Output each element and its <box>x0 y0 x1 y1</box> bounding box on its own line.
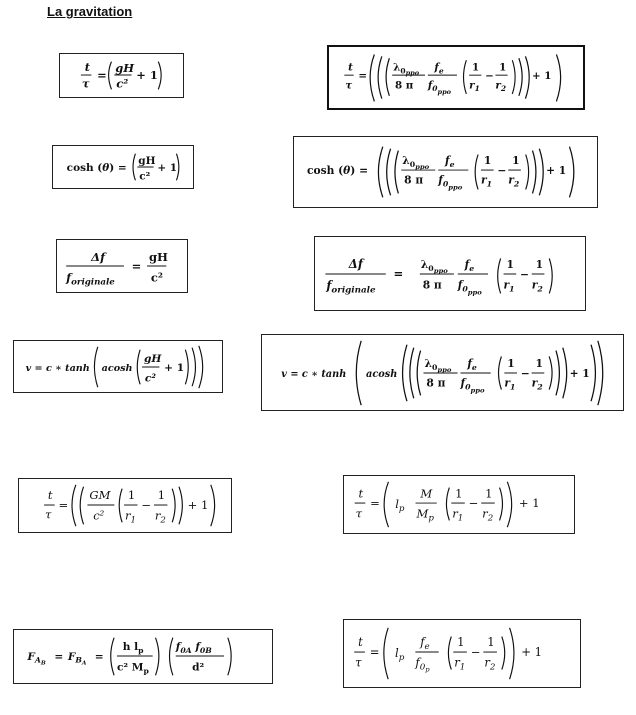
formula-cosh-ppo <box>293 136 598 208</box>
svg-text:+ 1: + 1 <box>521 644 543 659</box>
svg-text:1: 1 <box>512 154 520 168</box>
svg-text:cosh (θ) =: cosh (θ) = <box>306 163 369 177</box>
svg-text:GM: GM <box>89 488 111 503</box>
svg-text:f0ppo: $f_{0ppo}$ <box>460 376 485 395</box>
svg-text:−: − <box>520 267 530 281</box>
svg-text:λ0ppo: $\lambda_0ppo$ <box>402 154 430 172</box>
svg-text:f0ppo: $f_{0ppo}$ <box>438 173 463 192</box>
svg-text:+ 1: + 1 <box>532 69 552 82</box>
svg-text:r1: $r_1$ <box>454 655 466 673</box>
svg-text:1: 1 <box>507 357 515 371</box>
svg-text:8 π: 8 π <box>395 79 414 92</box>
svg-text:foriginale: $f_{originale}$ <box>326 278 376 296</box>
svg-text:t: t <box>47 488 53 503</box>
svg-text:=: = <box>54 650 64 663</box>
svg-text:r2: $r_2$ <box>495 79 507 94</box>
svg-text:c²: c² <box>139 170 151 183</box>
svg-text:1: 1 <box>457 635 465 650</box>
svg-text:M: M <box>420 486 433 501</box>
formula-time-dilation-planck-frequency <box>343 619 581 688</box>
svg-text:v = c ∗ tanh: v = c ∗ tanh <box>25 362 90 374</box>
svg-text:c²: c² <box>150 270 163 285</box>
svg-text:acosh: acosh <box>101 362 133 374</box>
svg-text:fe: $f_e$ <box>467 357 477 373</box>
svg-text:gH: gH <box>143 353 162 366</box>
formula-time-dilation-gh <box>59 53 184 98</box>
svg-text:fe: $f_e$ <box>445 154 455 170</box>
svg-text:−: − <box>141 497 152 512</box>
svg-text:8 π: 8 π <box>422 278 442 292</box>
formula-cosh-gh <box>52 145 194 189</box>
svg-text:r2: $r_2$ <box>482 506 494 524</box>
svg-text:r2: $r_2$ <box>508 173 520 189</box>
svg-text:1: 1 <box>483 154 492 168</box>
svg-text:=: = <box>97 67 107 82</box>
svg-text:−: − <box>520 366 530 380</box>
svg-text:τ: τ <box>355 655 362 670</box>
page-title: La gravitation <box>47 4 133 19</box>
svg-text:+ 1: + 1 <box>157 161 178 174</box>
svg-text:1: 1 <box>127 488 136 503</box>
svg-text:Δf: Δf <box>348 257 363 272</box>
formula-frequency-shift-gh <box>56 239 188 293</box>
svg-text:FBA: $F_BA$ <box>67 650 87 667</box>
svg-text:r2: $r_2$ <box>484 655 496 673</box>
svg-text:−: − <box>470 644 481 659</box>
svg-text:1: 1 <box>455 486 463 501</box>
svg-text:=: = <box>370 495 380 510</box>
svg-text:=: = <box>58 497 69 512</box>
svg-text:8 π: 8 π <box>404 173 424 187</box>
svg-text:c²: c² <box>93 508 105 523</box>
svg-text:r1: $r_1$ <box>469 79 480 94</box>
svg-text:lp: $l_p$ <box>395 645 405 663</box>
svg-text:+ 1: + 1 <box>518 495 540 510</box>
svg-text:gH: gH <box>138 155 156 168</box>
svg-text:=: = <box>358 69 368 82</box>
svg-text:+ 1: + 1 <box>136 67 158 82</box>
svg-text:t: t <box>358 635 363 650</box>
svg-text:1: 1 <box>157 488 166 503</box>
svg-text:v = c ∗ tanh: v = c ∗ tanh <box>281 368 347 380</box>
svg-text:d²: d² <box>192 661 205 674</box>
svg-text:1: 1 <box>471 61 480 74</box>
svg-text:acosh: acosh <box>366 368 398 380</box>
svg-text:fe: $f_e$ <box>420 635 430 653</box>
formula-time-dilation-gm <box>18 478 232 533</box>
svg-text:fe: $f_e$ <box>464 258 475 274</box>
svg-text:r1: $r_1$ <box>452 506 464 524</box>
svg-text:r1: $r_1$ <box>480 173 493 189</box>
svg-text:1: 1 <box>506 258 514 272</box>
svg-text:f0ppo: $f_{0ppo}$ <box>427 79 452 96</box>
svg-text:t: t <box>358 486 364 501</box>
svg-text:1: 1 <box>535 357 543 371</box>
formula-velocity-ppo <box>261 334 624 411</box>
svg-text:gH: gH <box>115 61 135 76</box>
svg-text:1: 1 <box>535 258 544 272</box>
svg-text:c²: c² <box>144 372 157 385</box>
svg-text:=: = <box>131 258 142 273</box>
svg-text:h lp: h $l_p$ <box>122 641 144 656</box>
svg-text:1: 1 <box>487 635 495 650</box>
svg-text:+ 1: + 1 <box>546 163 567 177</box>
svg-text:f0ppo: $f_{0ppo}$ <box>457 278 482 297</box>
svg-text:−: − <box>485 69 494 82</box>
formula-time-dilation-ppo <box>327 45 585 110</box>
svg-text:+ 1: + 1 <box>187 497 209 512</box>
svg-text:f0A f0B: $f_{0A}$ $f_{0B}$ <box>175 641 212 656</box>
svg-text:r2: $r_2$ <box>531 278 543 294</box>
svg-text:r1: $r_1$ <box>504 376 516 392</box>
svg-text:=: = <box>393 266 404 281</box>
svg-text:c²: c² <box>116 76 129 91</box>
svg-text:Mp: $M_p$ <box>416 506 434 524</box>
svg-text:−: − <box>468 495 479 510</box>
svg-text:−: − <box>497 163 507 177</box>
formula-time-dilation-planck-mass <box>343 475 575 534</box>
formula-velocity-gh <box>13 340 223 393</box>
svg-text:foriginale: $f_{originale}$ <box>66 270 115 288</box>
svg-text:=: = <box>369 644 380 659</box>
svg-text:+ 1: + 1 <box>569 366 590 380</box>
svg-text:fe: $f_e$ <box>434 61 444 76</box>
svg-text:τ: τ <box>45 507 52 522</box>
svg-text:gH: gH <box>148 250 168 265</box>
svg-text:1: 1 <box>499 61 507 74</box>
svg-text:τ: τ <box>355 506 363 521</box>
svg-text:t: t <box>348 61 353 74</box>
svg-text:λ0ppo: $\lambda_0ppo$ <box>420 258 448 276</box>
svg-text:lp: $l_p$ <box>395 496 405 514</box>
svg-text:τ: τ <box>81 76 90 91</box>
svg-text:cosh (θ) =: cosh (θ) = <box>66 161 127 174</box>
svg-text:λ0ppo: $\lambda_0ppo$ <box>424 357 452 375</box>
svg-text:r1: $r_1$ <box>503 278 515 294</box>
svg-text:Δf: Δf <box>91 250 106 265</box>
svg-text:r2: $r_2$ <box>154 508 166 526</box>
svg-text:f0p: $f_{0_p}$ <box>415 655 430 674</box>
svg-text:8 π: 8 π <box>426 376 446 390</box>
svg-text:r2: $r_2$ <box>531 376 543 392</box>
svg-text:=: = <box>94 650 104 663</box>
svg-text:r1: $r_1$ <box>124 508 137 526</box>
svg-text:FAB: $F_AB$ <box>27 650 46 667</box>
svg-text:+ 1: + 1 <box>164 361 185 374</box>
svg-text:c² Mp: c² $M_p$ <box>116 661 149 676</box>
svg-text:τ: τ <box>345 79 353 92</box>
svg-text:1: 1 <box>485 486 493 501</box>
svg-text:t: t <box>84 60 91 75</box>
svg-text:λ0ppo: $\lambda_0ppo$ <box>393 61 420 78</box>
formula-force-planck <box>13 629 273 684</box>
formula-frequency-shift-ppo <box>314 236 586 311</box>
